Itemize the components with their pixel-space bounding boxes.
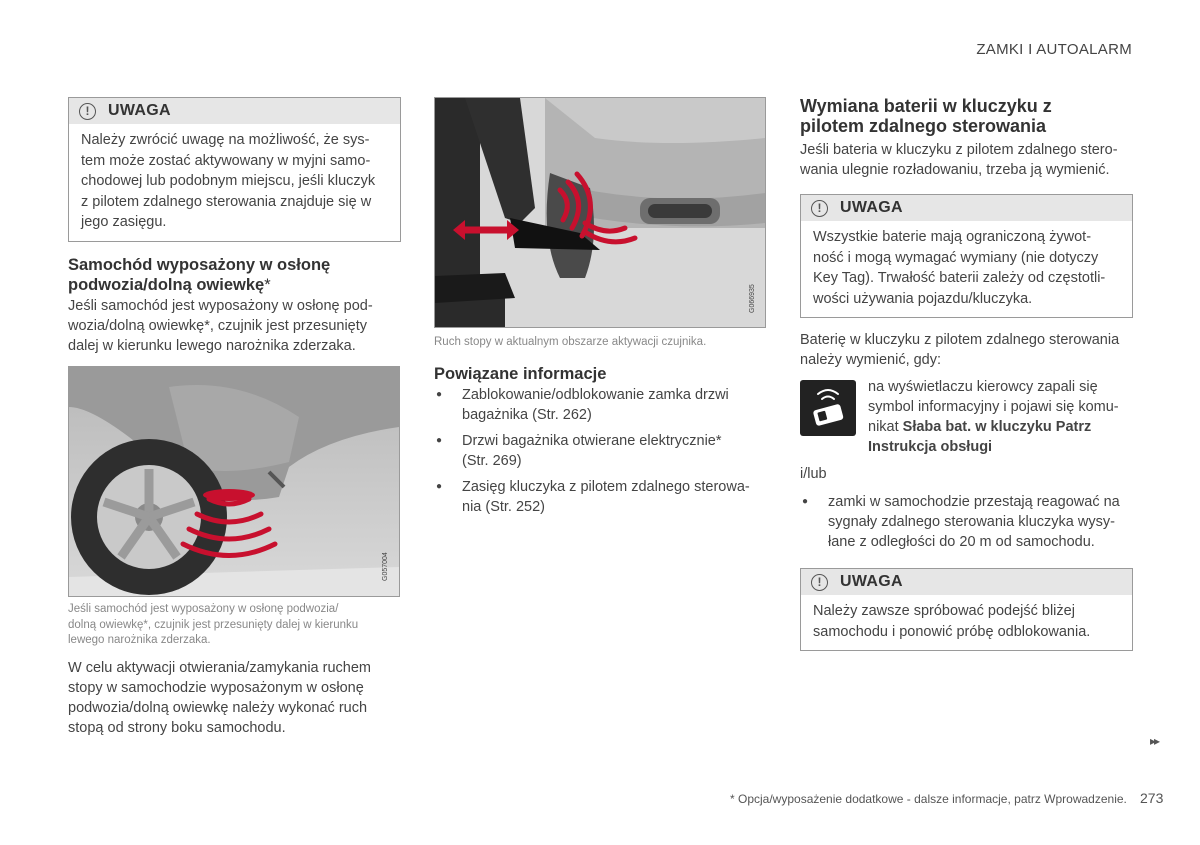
warning-note (68, 97, 401, 242)
footnote: * Opcja/wyposażenie dodatkowe - dalsze informacje, patrz Wprowadzenie. (730, 792, 1127, 806)
section-heading: Wymiana baterii w kluczyku z pilotem zdalnego sterowania (800, 96, 1052, 136)
figure-caption: Jeśli samochód jest wyposażony w osłonę podwozia/ dolną owiewkę*, czujnik jest przesunięty dalej w kierunku lewego narożnika zderzaka. (68, 603, 359, 646)
info-icon: ! (811, 574, 828, 591)
section-title: ZAMKI I AUTOALARM (976, 41, 1132, 58)
low-battery-key-icon (800, 380, 856, 436)
warning-note (800, 194, 1133, 318)
foot-motion-illustration (434, 97, 766, 328)
list-item[interactable]: ● Zasięg kluczyka z pilotem zdalnego sterowa- nia (Str. 252) (434, 477, 769, 517)
note-label: UWAGA (108, 102, 171, 119)
section-heading: Samochód wyposażony w osłonę podwozia/dolną owiewkę* (68, 256, 331, 294)
body-paragraph: Jeśli samochód jest wyposażony w osłonę pod- wozia/dolną owiewkę*, czujnik jest przesunięty dalej w kierunku lewego narożnika zderzaka. (68, 298, 373, 354)
related-links-list (434, 385, 769, 523)
note-text: Należy zwrócić uwagę na możliwość, że sys- tem może zostać aktywowany w myjni samo- chodowej lub podobnym miejscu, jeśli kluczyk z pilotem zdalnego sterowania znajduje się w jego zasięgu. (81, 132, 376, 230)
icon-description: na wyświetlaczu kierowcy zapali się symbol informacyjny i pojawi się komu- nikat Słaba bat. w kluczyku Patrz Instrukcja obsługi (868, 379, 1119, 455)
list-item[interactable]: ● Zablokowanie/odblokowanie zamka drzwi bagażnika (Str. 262) (434, 385, 769, 425)
warning-note (800, 568, 1133, 651)
continue-arrow-icon: ▸▸ (1150, 734, 1159, 748)
list-item: ● zamki w samochodzie przestają reagować na sygnały zdalnego sterowania kluczyka wysy- łane z odległości do 20 m od samochodu. (800, 492, 1140, 552)
body-paragraph: Baterię w kluczyku z pilotem zdalnego sterowania należy wymienić, gdy: (800, 332, 1120, 368)
related-info-heading: Powiązane informacje (434, 365, 607, 383)
body-paragraph: Jeśli bateria w kluczyku z pilotem zdalnego stero- wania ulegnie rozładowaniu, trzeba ją wymienić. (800, 142, 1118, 178)
note-label: UWAGA (840, 199, 903, 216)
figure-code: G057004 (382, 552, 389, 581)
note-text: Wszystkie baterie mają ograniczoną żywot- ność i mogą wymagać wymiany (nie dotyczy Key Tag). Trwałość baterii zależy od częstotli- wości używania pojazdu/kluczyka. (813, 229, 1106, 307)
figure-code: G066935 (749, 284, 756, 313)
info-icon: ! (79, 103, 96, 120)
info-icon: ! (811, 200, 828, 217)
body-paragraph: W celu aktywacji otwierania/zamykania ruchem stopy w samochodzie wyposażonym w osłonę podwozia/dolną owiewkę należy wykonać ruch stopą od strony boku samochodu. (68, 660, 371, 736)
condition-list (800, 492, 1140, 558)
page-number: 273 (1140, 790, 1164, 806)
figure-caption: Ruch stopy w aktualnym obszarze aktywacji czujnika. (434, 336, 707, 348)
list-item[interactable]: ● Drzwi bagażnika otwierane elektrycznie* (Str. 269) (434, 431, 769, 471)
note-label: UWAGA (840, 573, 903, 590)
or-text: i/lub (800, 466, 827, 482)
note-text: Należy zawsze spróbować podejść bliżej samochodu i ponowić próbę odblokowania. (813, 603, 1091, 640)
bumper-sensor-illustration (68, 366, 400, 597)
